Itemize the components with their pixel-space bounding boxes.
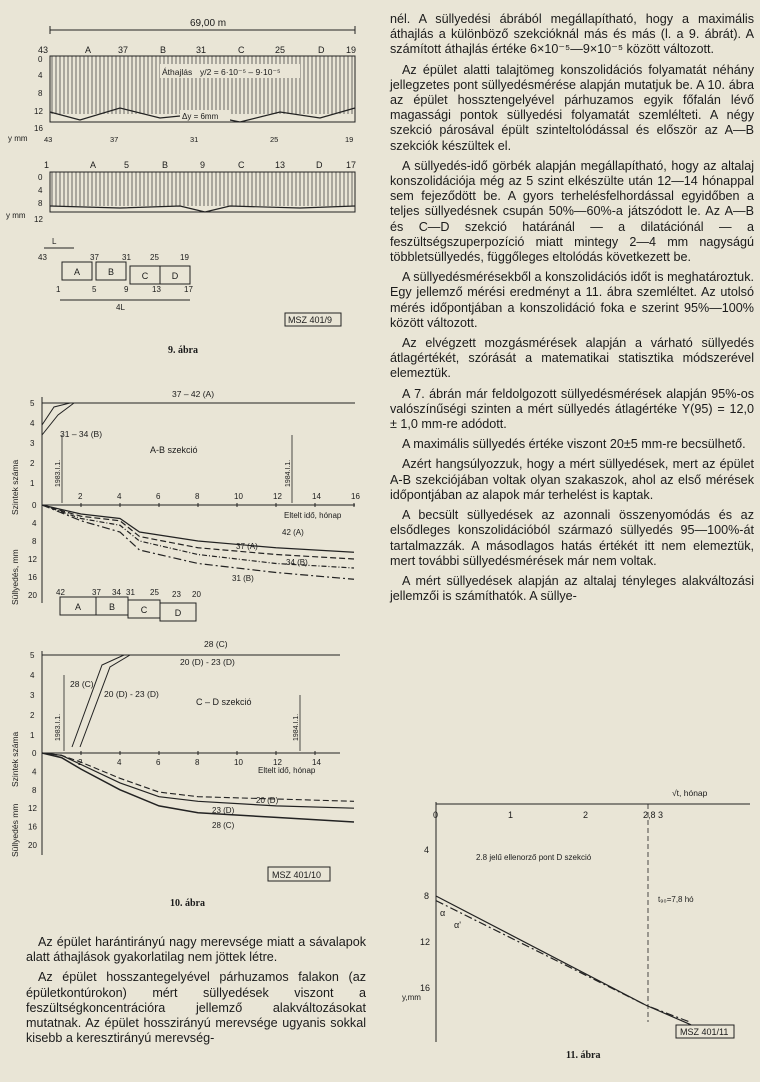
right-paragraph: Az elvégzett mozgásmérések alapján a várható süllyedés átlagértékét, szórását a matematikai statisztika módszerével elemeztük. <box>390 336 754 381</box>
ab-xtick: 6 <box>156 492 161 501</box>
ab-storey-tick: 1 <box>30 479 35 488</box>
right-paragraph: A 7. ábrán már feldolgozott süllyedésmérések alapján 95%-os valószínűségi szinten a mért süllyedés átlagértéke Y(95) = 12,0 ± 1,0 mm-re adódott. <box>390 386 754 432</box>
fig9-top-label: 19 <box>346 45 357 55</box>
fig9-top-label: 25 <box>275 45 286 55</box>
fig9-ytick: 0 <box>38 55 43 64</box>
fig9-ytick2: 4 <box>38 186 43 195</box>
cd-settle-tick: 8 <box>32 785 37 795</box>
ab-xtick: 10 <box>234 492 243 501</box>
fig9-ytick: 16 <box>34 124 43 133</box>
fig11-stamp: MSZ 401/11 <box>680 1027 729 1037</box>
cd-storey-tick: 2 <box>30 711 35 720</box>
cd-storey-tick: 3 <box>30 691 35 700</box>
cd-storey-tick: 5 <box>30 651 35 660</box>
f11-xtick: 2 <box>583 810 589 820</box>
ab-curve-label: 31 – 34 (B) <box>60 429 103 439</box>
cd-curve-label: 20 (D) - 23 (D) <box>180 657 235 667</box>
ab-xlabel: Eltelt idő, hónap <box>284 511 342 520</box>
fig9-sch-top: 43 <box>38 253 47 262</box>
fig11-caption: 11. ábra <box>566 1050 601 1061</box>
cd-curve-label: 28 (C) <box>70 679 94 689</box>
f11-alpha2: α' <box>454 920 461 930</box>
ab-date1: 1983.I.1. <box>55 459 62 487</box>
cd-storey-tick: 1 <box>30 731 35 740</box>
ab-storey-tick: 5 <box>30 399 35 408</box>
f11-xlabel: √t, hónap <box>672 788 708 798</box>
cd-xtick: 14 <box>312 758 321 767</box>
fig10-stamp: MSZ 401/10 <box>272 870 322 880</box>
f11-series-line <box>436 901 691 1023</box>
ab-box-top: 34 <box>112 588 121 597</box>
fig9-second-label: B <box>162 160 169 170</box>
cd-curve-label: 23 (D) <box>212 806 235 815</box>
left-paragraph: Az épület hosszantegelyével párhuzamos falakon (az épületkontúrokon) mért süllyedések viszont a feszültségkoncentrációra jellemző alakváltozásokat mutatnak. Az épület hosszirányú merevsége ugyanis sokkal kisebb a keresztirányú merevség- <box>26 970 366 1046</box>
fig9-second-label: 9 <box>200 160 206 170</box>
ab-settle-tick: 12 <box>28 555 37 564</box>
ab-box: B <box>108 602 116 612</box>
ab-xtick: 4 <box>117 492 122 501</box>
fig9-sch-bottom: 5 <box>92 285 97 294</box>
ab-settle-tick: 20 <box>28 591 37 600</box>
ab-box-top: 31 <box>126 588 135 597</box>
cd-xtick: 4 <box>117 758 122 767</box>
right-paragraph: Azért hangsúlyozzuk, hogy a mért süllyedések, mert az épület A-B szekciójában voltak olyan szakaszok, ahol az első mérések időpontjában az alapok már terhelést is kaptak. <box>390 457 754 502</box>
cd-settle-tick: 12 <box>28 804 37 814</box>
fig9-marker: 25 <box>270 135 279 144</box>
ab-date2: 1984.I.1. <box>285 459 292 487</box>
f11-ytick: 4 <box>424 845 430 855</box>
fig9-top-label: B <box>160 45 167 55</box>
f11-t90: t₉₀=7,8 hó <box>658 895 694 904</box>
right-paragraph: nél. A süllyedési ábrából megállapítható, hogy a maximális áthajlás a különböző szekcióknál más és más (l. a 9. ábrát). A számított áthajlás értéke 6×10⁻⁵—9×10⁻⁵ között változott. <box>390 12 754 57</box>
figure-9 <box>0 0 380 360</box>
fig9-sch-bottom: 1 <box>56 285 61 294</box>
cd-ylabel-top: Szintek száma <box>10 731 20 787</box>
figure-10-drawing <box>0 375 385 910</box>
ab-box-top: 20 <box>192 590 201 599</box>
fig9-sch-bottom: 9 <box>124 285 129 294</box>
fig9-second-label: A <box>90 160 97 170</box>
f11-yaxis: y,mm <box>402 993 421 1002</box>
fig9-ytick: 8 <box>38 89 43 98</box>
ab-curve-label: 37 (A) <box>236 542 258 551</box>
ab-settle-tick: 0 <box>32 501 37 510</box>
ab-box: C <box>140 605 148 615</box>
fig9-sch-top: 37 <box>90 253 99 262</box>
ab-box: A <box>74 602 82 612</box>
cd-date2: 1984.I.1. <box>293 713 300 741</box>
cd-xtick: 8 <box>195 758 200 767</box>
right-paragraph: A mért süllyedések alapján az altalaj tényleges alakváltozási jellemzői is számíthatók. A süllye- <box>390 573 754 604</box>
ab-curve-label: 37 – 42 (A) <box>172 389 215 399</box>
fig9-L: L <box>52 237 57 246</box>
ab-settle-tick: 16 <box>28 573 37 582</box>
fig9-sch-top: 25 <box>150 253 159 262</box>
fig9-top-label: D <box>318 45 325 55</box>
cd-curve-label: 28 (C) <box>204 639 228 649</box>
fig9-sch-top: 19 <box>180 253 189 262</box>
cd-curve-label: 20 (D) <box>256 796 279 805</box>
fig9-ytick: 4 <box>38 71 43 80</box>
fig9-second-label: C <box>238 160 245 170</box>
cd-date1: 1983.I.1. <box>55 713 62 741</box>
ab-box-top: 37 <box>92 588 101 597</box>
cd-settle-tick: 20 <box>28 841 37 850</box>
fig9-yaxis: y mm <box>8 134 28 143</box>
cd-xtick: 10 <box>234 758 243 767</box>
right-column-text <box>390 12 754 609</box>
ab-curve-label: 34 (B) <box>286 558 308 567</box>
figure-9-drawing <box>0 0 380 360</box>
cd-settle-tick: 16 <box>28 822 37 832</box>
ab-xtick: 8 <box>195 492 200 501</box>
ab-settle-tick: 8 <box>32 537 37 546</box>
f11-xtick: 0 <box>433 810 439 820</box>
ab-box-top: 23 <box>172 590 181 599</box>
fig9-ytick2: 8 <box>38 199 43 208</box>
fig9-box: C <box>141 271 149 281</box>
ab-box: D <box>174 608 182 618</box>
cd-xtick: 6 <box>156 758 161 767</box>
fig9-athajlas-formula: y/2 = 6·10⁻⁵ – 9·10⁻⁵ <box>200 67 281 77</box>
ab-ylabel-top: Szintek száma <box>10 459 20 515</box>
f11-xtick: 2,8 <box>643 810 656 820</box>
figure-11 <box>400 782 760 1052</box>
figure-11-drawing <box>400 782 760 1052</box>
cd-xtick: 12 <box>273 758 282 767</box>
fig9-stamp: MSZ 401/9 <box>288 315 333 325</box>
f11-ytick: 16 <box>420 983 431 993</box>
cd-xlabel: Eltelt idő, hónap <box>258 766 316 775</box>
fig9-marker: 31 <box>190 135 199 144</box>
ab-box-top: 25 <box>150 588 159 597</box>
cd-curve-label: 20 (D) - 23 (D) <box>104 689 159 699</box>
ab-storey-tick: 4 <box>30 419 35 428</box>
fig9-ytick2: 12 <box>34 215 43 224</box>
fig9-sch-top: 31 <box>122 253 131 262</box>
fig9-box: A <box>73 267 81 277</box>
fig9-4L: 4L <box>116 303 125 312</box>
fig9-sch-bottom: 17 <box>184 285 193 294</box>
fig9-top-label: 31 <box>196 45 207 55</box>
right-paragraph: Az épület alatti talajtömeg konszolidációs folyamatát néhány jellegzetes pont süllyedésmérése alapján mutatjuk be. A 10. ábra az épület hossztengelyével párhuzamos egyik főfalán lévő magassági pontok süllyedési folyamatát szemlélteti. A négy szekció párosával épült szinteltolódással és először az A—B szekciók készültek el. <box>390 62 754 153</box>
fig9-top-label: 43 <box>38 45 49 55</box>
ab-storey-tick: 3 <box>30 439 35 448</box>
cd-section-label: C – D szekció <box>196 697 252 707</box>
fig9-width-label: 69,00 m <box>190 18 227 29</box>
right-paragraph: A süllyedés-idő görbék alapján megállapítható, hogy az altalaj konszolidációja még az 5 szint elkészülte után 12—14 hónappal sem fejeződött be. A gyors terhelésfelhordással egyidőben a teljes süllyedésnek csupán 50%—60%-a játszódott le. Az A—B és C—D szekció határánál — a dilatációnál — a feszültségszuperpozíció miatt mintegy 2—4 mm nagyságú többletsüllyedés, függőleges eltolódás következett be. <box>390 158 754 265</box>
fig9-second-label: 1 <box>44 160 50 170</box>
fig9-marker: 37 <box>110 135 119 144</box>
left-paragraph: Az épület harántirányú nagy merevsége miatt a sávalapok alatt áthajlások gyakorlatilag nem jöttek létre. <box>26 935 366 965</box>
cd-curve-label: 28 (C) <box>212 821 235 830</box>
ab-storey-tick: 2 <box>30 459 35 468</box>
f11-series-line <box>436 896 691 1025</box>
fig9-ytick: 12 <box>34 107 43 116</box>
right-paragraph: A maximális süllyedés értéke viszont 20±5 mm-re becsülhető. <box>402 437 746 452</box>
fig9-athajlas: Áthajlás <box>162 67 193 77</box>
right-paragraph: A süllyedésmérésekből a konszolidációs időt is meghatároztuk. Egy jellemző mérési eredményt a 11. ábra szemléltet. Az utolsó mérés időpontjában a konszolidáció foka e szerint 95%—100% között változott. <box>390 270 754 330</box>
f11-alpha: α <box>440 908 446 918</box>
left-column-text <box>26 935 366 1051</box>
f11-note: 2.8 jelű ellenorző pont D szekció <box>476 853 592 862</box>
ab-xtick: 2 <box>78 492 83 501</box>
fig9-second-label: D <box>316 160 323 170</box>
fig9-top-label: A <box>85 45 92 55</box>
figure-10 <box>0 375 385 910</box>
fig9-second-label: 5 <box>124 160 130 170</box>
cd-settle-tick: 0 <box>32 749 37 758</box>
f11-ytick: 12 <box>420 937 431 947</box>
fig9-yaxis2: y mm <box>6 211 26 220</box>
ab-xtick: 14 <box>312 492 321 501</box>
f11-xtick: 3 <box>658 810 664 820</box>
ab-ylabel-bottom: Süllyedés, mm <box>10 549 20 605</box>
fig9-delta: Δy = 6mm <box>182 112 219 121</box>
fig9-second-label: 13 <box>275 160 286 170</box>
ab-box-top: 42 <box>56 588 65 597</box>
ab-section-label: A-B szekció <box>150 445 198 455</box>
fig9-box: B <box>107 267 115 277</box>
f11-ytick: 8 <box>424 891 430 901</box>
cd-ylabel-bottom: Süllyedés mm <box>10 803 20 857</box>
cd-xtick: 2 <box>78 758 83 767</box>
fig9-box: D <box>171 271 179 281</box>
fig9-second-label: 17 <box>346 160 357 170</box>
fig9-top-label: 37 <box>118 45 129 55</box>
f11-xtick: 1 <box>508 810 514 820</box>
cd-settle-tick: 4 <box>32 767 37 777</box>
ab-xtick: 12 <box>273 492 282 501</box>
ab-curve-label: 42 (A) <box>282 528 304 537</box>
fig10-caption: 10. ábra <box>170 898 205 909</box>
ab-settle-tick: 4 <box>32 519 37 528</box>
ab-curve-label: 31 (B) <box>232 574 254 583</box>
fig9-second-hatch <box>52 172 352 206</box>
right-paragraph: A becsült süllyedések az azonnali összenyomódás és az elsődleges konszolidációból származó süllyedés 95—100%-át tartalmazzák. A másodlagos hatás értékét itt nem elemeztük, mert további süllyedésmérések már nem voltak. <box>390 508 754 568</box>
cd-storey-tick: 4 <box>30 671 35 680</box>
fig9-sch-bottom: 13 <box>152 285 161 294</box>
fig9-marker: 19 <box>345 135 354 144</box>
fig9-top-label: C <box>238 45 245 55</box>
fig9-marker: 43 <box>44 135 53 144</box>
fig9-ytick2: 0 <box>38 173 43 182</box>
fig9-caption: 9. ábra <box>168 345 198 356</box>
ab-xtick: 16 <box>351 492 360 501</box>
